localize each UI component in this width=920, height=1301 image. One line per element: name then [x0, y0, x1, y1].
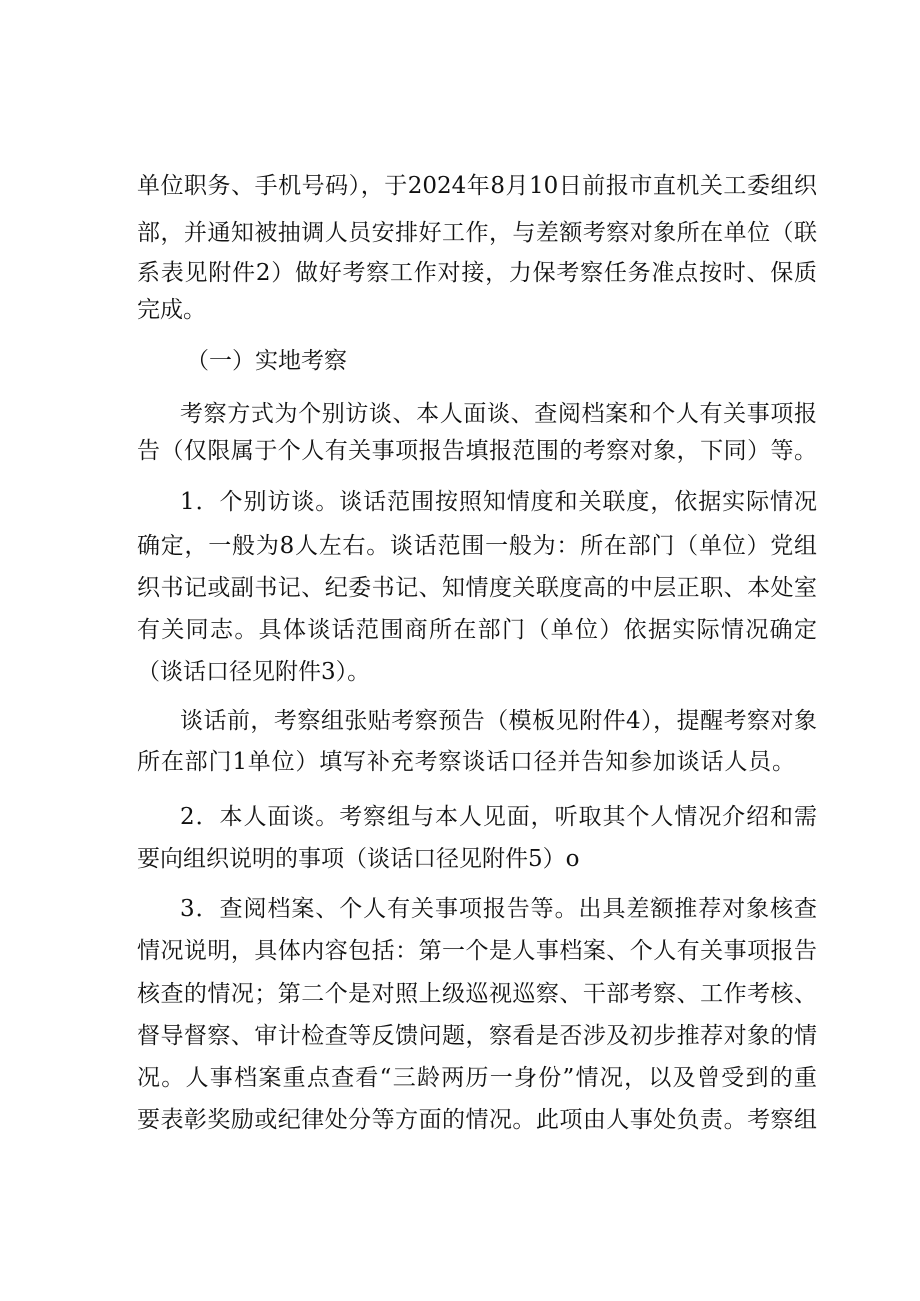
- section-heading: （一）实地考察: [186, 348, 347, 374]
- paragraph-line: 况。人事档案重点查看“三龄两历一身份”情况，以及曾受到的重: [137, 1065, 817, 1091]
- paragraph-line: 谈话前，考察组张贴考察预告（模板见附件4），提醒考察对象: [180, 708, 817, 734]
- paragraph-line: 系表见附件2）做好考察工作对接，力保考察任务准点按时、保质: [137, 260, 817, 286]
- paragraph-line: 确定，一般为8人左右。谈话范围一般为：所在部门（单位）党组: [137, 533, 817, 559]
- paragraph-line: 部，并通知被抽调人员安排好工作，与差额考察对象所在单位（联: [137, 220, 817, 246]
- paragraph-line: 1．个别访谈。谈话范围按照知情度和关联度，依据实际情况: [180, 489, 817, 515]
- paragraph-line: 单位职务、手机号码），于2024年8月10日前报市直机关工委组织: [137, 173, 817, 199]
- paragraph-line: 3．查阅档案、个人有关事项报告等。出具差额推荐对象核查: [180, 896, 817, 922]
- paragraph-line: 2．本人面谈。考察组与本人见面，听取其个人情况介绍和需: [180, 804, 817, 830]
- paragraph-line: 有关同志。具体谈话范围商所在部门（单位）依据实际情况确定: [137, 617, 817, 643]
- paragraph-line: 织书记或副书记、纪委书记、知情度关联度高的中层正职、本处室: [137, 575, 817, 601]
- paragraph-line: 完成。: [137, 297, 206, 323]
- paragraph-line: 督导督察、审计检查等反馈问题，察看是否涉及初步推荐对象的情: [137, 1023, 817, 1049]
- paragraph-line: 要向组织说明的事项（谈话口径见附件5）o: [137, 846, 580, 872]
- paragraph-line: 告（仅限属于个人有关事项报告填报范围的考察对象，下同）等。: [137, 438, 817, 464]
- paragraph-line: 要表彰奖励或纪律处分等方面的情况。此项由人事处负责。考察组: [137, 1107, 817, 1133]
- paragraph-line: 所在部门1单位）填写补充考察谈话口径并告知参加谈话人员。: [137, 749, 795, 775]
- paragraph-line: 考察方式为个别访谈、本人面谈、查阅档案和个人有关事项报: [180, 401, 817, 427]
- paragraph-line: 情况说明，具体内容包括：第一个是人事档案、个人有关事项报告: [137, 938, 817, 964]
- paragraph-line: 核查的情况；第二个是对照上级巡视巡察、干部考察、工作考核、: [137, 981, 817, 1007]
- paragraph-line: （谈话口径见附件3）。: [137, 659, 371, 685]
